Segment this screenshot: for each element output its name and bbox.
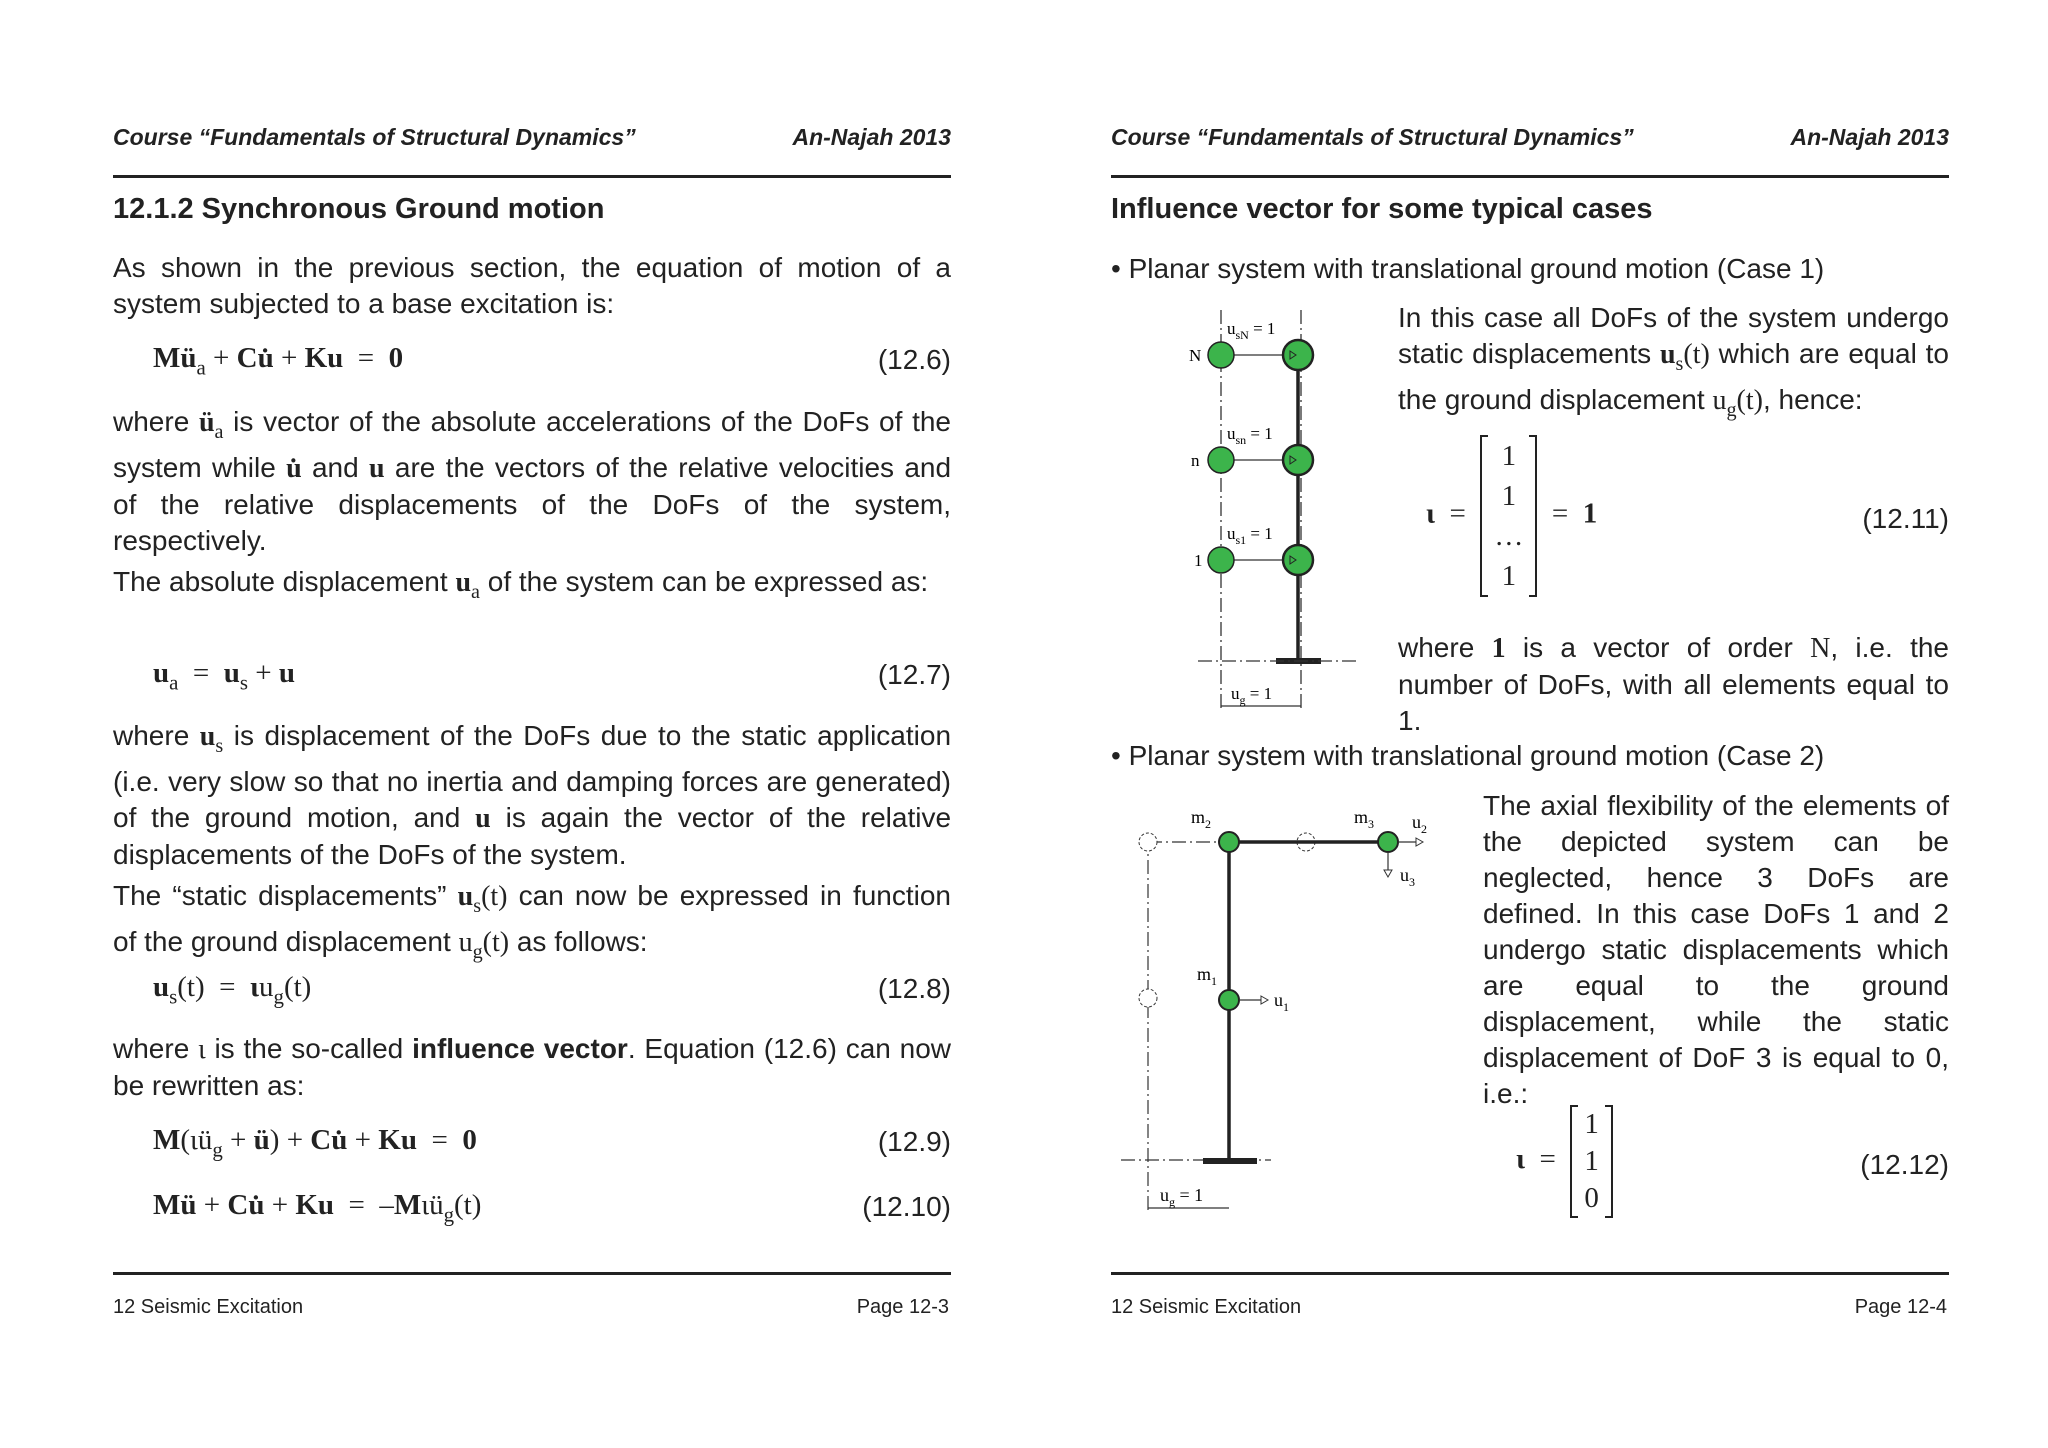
equation-number: (12.11) bbox=[1862, 503, 1949, 534]
equation-12-7: $u_a = u_s + u$ bbox=[153, 657, 296, 695]
node-m3 bbox=[1378, 832, 1398, 852]
case1-bullet: • Planar system with translational ground motion (Case 1) bbox=[1111, 253, 1825, 284]
equation-number: (12.7) bbox=[877, 659, 951, 690]
paragraph-static: where $u_s$ is displacement of the DoFs due to the static application (i.e. very slow so that no inertia and damping forces are generated) of the ground motion, and u is again the vector of the relative displacements of the DoFs of the system. bbox=[113, 720, 952, 871]
footer-rule bbox=[113, 1272, 951, 1275]
influence-vector-matrix: 1 1 0 bbox=[1570, 1106, 1613, 1217]
paragraph-absolute: The absolute displacement $u_a$ of the system can be expressed as: bbox=[113, 566, 929, 604]
equation-12-9: $M(\iota ü_g$ + ü) + Cu̇ + Ku = 0 bbox=[153, 1124, 477, 1162]
svg-text:m1: $m_1$ bbox=[1197, 964, 1218, 988]
footer-chapter: 12 Seismic Excitation bbox=[1111, 1296, 1302, 1318]
paragraph-static-displacements: The “static displacements” $u_s(t)$ can now be expressed in function of the ground displacement $u_g(t)$ as follows: bbox=[113, 880, 952, 964]
svg-text:ug = 1: $u_g = 1$ bbox=[1160, 1185, 1204, 1209]
svg-text:u3: $u_3$ bbox=[1400, 865, 1415, 889]
equation-number: (12.9) bbox=[877, 1126, 951, 1157]
influence-vector-matrix: 1 1 … 1 bbox=[1480, 436, 1537, 596]
svg-text:usN = 1: $u_{sN} = 1$ bbox=[1227, 319, 1276, 342]
header-rule bbox=[113, 175, 951, 178]
footer-rule bbox=[1111, 1272, 1949, 1275]
equation-12-8: $u_s(t) = \iota u_g(t)$ bbox=[153, 971, 312, 1009]
case2-figure bbox=[1111, 790, 1441, 1220]
node-1 bbox=[1194, 524, 1313, 575]
node-m1 bbox=[1219, 990, 1239, 1010]
case1-figure bbox=[1186, 300, 1391, 720]
equation-12-12: ι = 1 1 0 bbox=[1516, 1106, 1613, 1217]
ground-displacement-label: $u_g = 1$ bbox=[1231, 684, 1273, 707]
case2-description: The axial flexibility of the elements of the depicted system can be neglected, hence 3 DoFs are defined. In this case DoFs 1 and 2 undergo static displacements which are equal to the ground displacement, while the static displacement of DoF 3 is equal to 0, i.e.: bbox=[1483, 790, 1949, 1109]
course-title: Course “Fundamentals of Structural Dynamics” bbox=[113, 124, 636, 150]
right-page bbox=[1111, 0, 1949, 1448]
footer-page-number: Page 12-4 bbox=[1854, 1296, 1947, 1318]
level-label-n: n bbox=[1191, 451, 1200, 470]
svg-text:usn = 1: $u_{sn} = 1$ bbox=[1227, 424, 1273, 447]
page-header bbox=[113, 124, 951, 156]
node-n bbox=[1191, 424, 1313, 475]
svg-text:u2: $u_2$ bbox=[1412, 812, 1427, 836]
equation-12-11: ι = 1 1 … 1 = 1 bbox=[1426, 436, 1597, 596]
equation-12-10: Mü + Cu̇ + Ku = –Mιü$_g$(t) bbox=[153, 1189, 482, 1227]
paragraph-intro: As shown in the previous section, the equation of motion of a system subjected to a base excitation is: bbox=[113, 252, 951, 319]
footer-chapter: 12 Seismic Excitation bbox=[113, 1296, 304, 1318]
equation-number: (12.6) bbox=[877, 344, 951, 375]
level-label-1: 1 bbox=[1194, 551, 1203, 570]
case2-bullet: • Planar system with translational ground motion (Case 2) bbox=[1111, 740, 1825, 771]
equation-number: (12.8) bbox=[877, 973, 951, 1004]
section-title: Influence vector for some typical cases bbox=[1111, 193, 1653, 225]
node-m2 bbox=[1219, 832, 1239, 852]
equation-number: (12.10) bbox=[862, 1191, 951, 1222]
case1-note: where 1 is a vector of order N, i.e. the number of DoFs, with all elements equal to 1. bbox=[1398, 632, 1949, 736]
svg-text:us1 = 1: $u_{s1} = 1$ bbox=[1227, 524, 1273, 547]
section-title: 12.1.2 Synchronous Ground motion bbox=[113, 193, 605, 225]
equation-number: (12.12) bbox=[1860, 1149, 1949, 1180]
header-year: An-Najah 2013 bbox=[792, 124, 951, 150]
header-year: An-Najah 2013 bbox=[1790, 124, 1949, 150]
level-label-N: N bbox=[1189, 346, 1202, 365]
page-header bbox=[1111, 124, 1949, 156]
left-page bbox=[113, 0, 951, 1448]
svg-text:m3: $m_3$ bbox=[1354, 807, 1375, 831]
footer-page-number: Page 12-3 bbox=[856, 1296, 949, 1318]
header-rule bbox=[1111, 175, 1949, 178]
svg-text:u1: $u_1$ bbox=[1274, 990, 1289, 1014]
svg-text:m2: $m_2$ bbox=[1191, 807, 1212, 831]
paragraph-influence: where ι is the so-called influence vector. Equation (12.6) can now be rewritten as: bbox=[113, 1033, 952, 1101]
paragraph-accelerations: where $ü_a$ is vector of the absolute accelerations of the DoFs of the system while u̇ and u are the vectors of the relative velocities and of the relative displacements of the DoFs of the system, respectively. bbox=[113, 406, 952, 557]
course-title: Course “Fundamentals of Structural Dynamics” bbox=[1111, 124, 1634, 150]
node-N bbox=[1189, 319, 1313, 370]
case1-description: In this case all DoFs of the system undergo static displacements $u_s(t)$ which are equal to the ground displacement $u_g(t)$, hence: bbox=[1398, 302, 1949, 422]
equation-12-6: $Mü_a$ + Cu̇ + Ku = 0 bbox=[153, 342, 404, 380]
